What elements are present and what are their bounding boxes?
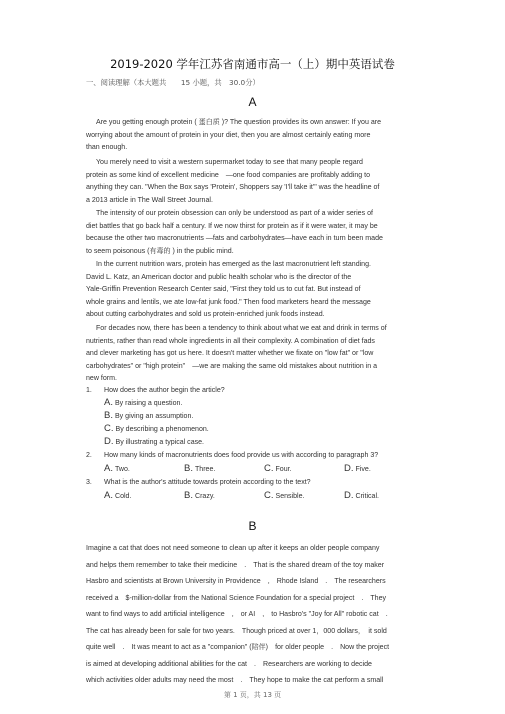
paragraph-line: The cat has already been for sale for two years. Though priced at over 1，000 dollars， it sold	[86, 627, 387, 635]
question-3-option-b[interactable]: B. Crazy.	[184, 490, 215, 501]
passage-a-paragraph-3	[86, 208, 426, 258]
question-3: 3. What is the author's attitude towards protein according to the text?	[86, 479, 311, 486]
passage-a-paragraph-2	[86, 157, 426, 207]
question-1-option-a[interactable]: A. By raising a question.	[104, 397, 183, 408]
paragraph-line: about cutting carbohydrates and sold us protein-enriched junk foods instead.	[86, 311, 325, 318]
paragraph-line: You merely need to visit a western supermarket today to see that many people regard	[96, 159, 363, 166]
passage-b-paragraph	[86, 541, 426, 690]
paragraph-line: new form.	[86, 375, 117, 382]
paragraph-line: to seem poisonous (有毒的 ) in the public mind.	[86, 247, 234, 255]
paragraph-line: Imagine a cat that does not need someone to clean up after it keeps an older people company	[86, 545, 380, 552]
paragraph-line: protein as some kind of excellent medicine —one food companies are profitably adding to	[86, 171, 370, 179]
section-heading: 一、阅读理解（本大题共 15 小题，共 30.0分）	[86, 78, 260, 87]
page-title: 2019-2020 学年江苏省南通市高一（上）期中英语试卷	[110, 57, 395, 71]
passage-a-letter: A	[248, 95, 257, 109]
paragraph-line: nutrients, rather than read whole ingredients in all their complexity. A combination of diet fads	[86, 337, 375, 345]
question-2: 2. How many kinds of macronutrients does food provide us with according to paragraph 3?	[86, 452, 379, 459]
question-2-option-d[interactable]: D. Five.	[344, 463, 371, 474]
paragraph-line: which activities older adults may need the most . They hope to make the cat perform a small	[86, 677, 384, 684]
paragraph-line: Hasbro and scientists at Brown University in Providence , Rhode Island . The researchers	[86, 578, 386, 585]
question-2-option-b[interactable]: B. Three.	[184, 463, 216, 474]
paragraph-line: For decades now, there has been a tendency to think about what we eat and drink in terms of	[96, 325, 387, 332]
paragraph-line: David L. Katz, an American doctor and public health scholar who is the director of the	[86, 273, 352, 281]
paragraph-line: and clever marketing has got us here. It doesn't matter whether we fixate on "low fat" or "low	[86, 350, 374, 357]
question-1-option-d[interactable]: D. By illustrating a typical case.	[104, 436, 205, 447]
passage-a-paragraph-5	[86, 323, 426, 386]
passage-a-paragraph-1	[86, 117, 426, 155]
paragraph-line: carbohydrates" or "high protein" —we are making the same old mistakes about nutrition in a	[86, 362, 378, 370]
paragraph-line: diet battles that go back half a century. If we now thirst for protein as if it were water, it may be	[86, 222, 378, 230]
paragraph-line: is aimed at developing additional abilities for the cat . Researchers are working to decide	[86, 660, 372, 668]
paragraph-line: and helps them remember to take their medicine . That is the shared dream of the toy maker	[86, 561, 385, 569]
paragraph-line: worrying about the amount of protein in your diet, then you are almost certainly eating more	[86, 131, 371, 139]
paragraph-line: than enough.	[86, 144, 128, 151]
paragraph-line: In the current nutrition wars, protein has emerged as the last macronutrient left standing.	[96, 261, 371, 268]
paragraph-line: quite well . It was meant to act as a "companion" (陪伴) for older people . Now the project	[86, 644, 390, 651]
paragraph-line: Yale-Griffin Prevention Research Center said, "First they told us to cut fat. But instead of	[86, 286, 361, 293]
paragraph-line: The intensity of our protein obsession can only be understood as part of a wider series of	[96, 210, 373, 217]
question-3-option-d[interactable]: D. Critical.	[344, 490, 379, 501]
question-2-option-c[interactable]: C. Four.	[264, 463, 292, 474]
paragraph-line: anything they can. "When the Box says 'Protein', Shoppers say 'I'll take it'" was the headline of	[86, 184, 380, 191]
question-3-option-c[interactable]: C. Sensible.	[264, 490, 305, 501]
question-1-option-c[interactable]: C. By describing a phenomenon.	[104, 423, 209, 434]
question-1: 1. How does the author begin the article?	[86, 387, 225, 394]
question-1-option-b[interactable]: B. By giving an assumption.	[104, 410, 194, 421]
passage-b-letter: B	[248, 519, 257, 533]
paragraph-line: because the other two macronutrients —fats and carbohydrates—have each in turn been made	[86, 235, 383, 242]
question-3-option-a[interactable]: A. Cold.	[104, 490, 132, 501]
page-footer: 第 1 页，共 13 页	[223, 691, 282, 699]
paragraph-line: whole grains and lentils, we ate low-fat junk food." Then food marketers heard the message	[86, 298, 371, 306]
passage-a-paragraph-4	[86, 259, 426, 322]
paragraph-line: Are you getting enough protein ( 蛋白质 )? The question provides its own answer: If you are	[96, 119, 382, 126]
question-2-option-a[interactable]: A. Two.	[104, 463, 130, 474]
paragraph-line: received a $-million-dollar from the National Science Foundation for a special project . They	[86, 594, 387, 602]
paragraph-line: a 2013 article in The Wall Street Journal.	[86, 196, 213, 204]
paragraph-line: want to find ways to add artificial intelligence , or AI , to Hasbro's "Joy for All" robotic cat .	[86, 611, 388, 618]
